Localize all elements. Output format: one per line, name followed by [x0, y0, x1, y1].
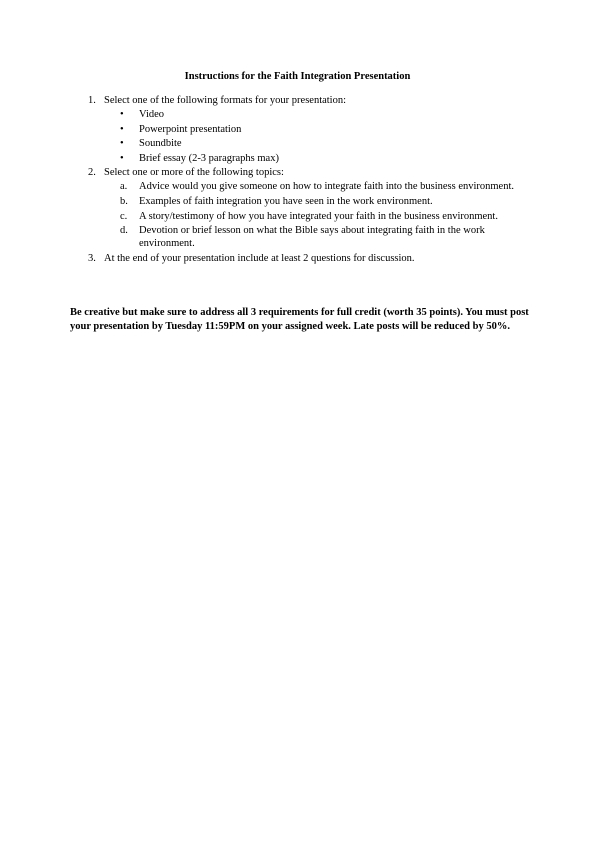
format-label: Brief essay (2-3 paragraphs max)	[139, 152, 279, 164]
instruction-item-1	[70, 94, 540, 165]
item-text: At the end of your presentation include at least 2 questions for discussion.	[104, 252, 415, 264]
item-text: Select one of the following formats for your presentation:	[104, 95, 347, 106]
bullet-icon: •	[120, 123, 124, 135]
format-options-list	[104, 108, 540, 165]
topic-letter: a.	[120, 181, 128, 193]
instructions-list	[70, 94, 540, 265]
topic-option-d	[104, 224, 539, 250]
bullet-icon: •	[120, 138, 124, 150]
bullet-icon: •	[120, 152, 124, 164]
format-label: Video	[139, 109, 165, 120]
format-option-video	[104, 108, 540, 121]
topic-text: Devotion or brief lesson on what the Bible says about integrating faith in the work environment.	[139, 225, 485, 250]
topic-letter: c.	[120, 210, 128, 222]
topic-options-list	[104, 180, 540, 250]
bullet-icon: •	[120, 109, 124, 120]
requirements-note: Be creative but make sure to address all 3 requirements for full credit (worth 35 points). You must post your presentation by Tuesday 11:59PM on your assigned week. Late posts will be reduced by 50%.	[70, 307, 529, 332]
topic-option-a	[104, 180, 539, 193]
instruction-item-3	[70, 252, 540, 265]
topic-text: A story/testimony of how you have integrated your faith in the business environment.	[139, 210, 498, 222]
topic-text: Advice would you give someone on how to integrate faith into the business environment.	[139, 181, 515, 193]
document-title: Instructions for the Faith Integration Presentation	[184, 71, 411, 82]
item-text: Select one or more of the following topics:	[104, 167, 284, 179]
topic-letter: d.	[120, 225, 128, 237]
topic-text: Examples of faith integration you have seen in the work environment.	[139, 195, 433, 207]
item-number: 2.	[88, 167, 96, 179]
format-label: Soundbite	[139, 138, 182, 150]
format-label: Powerpoint presentation	[139, 123, 242, 135]
format-option-soundbite	[104, 137, 540, 150]
topic-letter: b.	[120, 195, 128, 207]
item-number: 1.	[88, 95, 96, 106]
item-number: 3.	[88, 252, 96, 264]
topic-option-c	[104, 210, 539, 223]
instruction-item-2	[70, 166, 540, 250]
topic-option-b	[104, 195, 539, 208]
format-option-powerpoint	[104, 123, 540, 136]
format-option-essay	[104, 152, 540, 165]
